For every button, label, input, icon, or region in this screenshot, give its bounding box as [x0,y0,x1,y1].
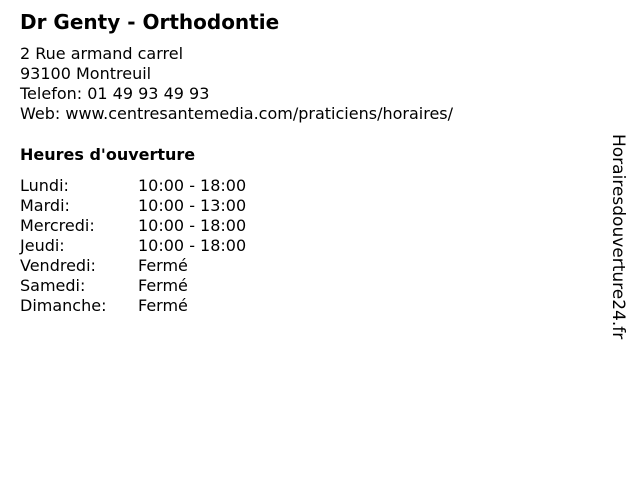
time-value: 10:00 - 18:00 [138,216,247,235]
time-value: 10:00 - 13:00 [138,196,247,215]
business-card [20,10,453,316]
day-label: Jeudi: [20,236,65,255]
address-city: 93100 Montreuil [20,64,152,83]
address-street: 2 Rue armand carrel [20,44,184,63]
time-value: 10:00 - 18:00 [138,236,247,255]
hours-row-thursday [20,236,246,256]
time-value: Fermé [138,256,188,275]
hours-row-sunday [20,296,246,316]
hours-row-wednesday [20,216,246,236]
phone-line: Telefon: 01 49 93 49 93 [20,84,210,103]
day-label: Mercredi: [20,216,95,235]
time-value: Fermé [138,296,188,315]
web-line: Web: www.centresantemedia.com/praticiens/horaires/ [20,104,454,123]
hours-row-saturday [20,276,246,296]
day-label: Vendredi: [20,256,96,275]
hours-heading: Heures d'ouverture [20,145,196,164]
day-label: Samedi: [20,276,86,295]
hours-row-monday [20,176,246,196]
time-value: 10:00 - 18:00 [138,176,247,195]
opening-hours-table [20,176,246,316]
hours-row-tuesday [20,196,246,216]
business-name: Dr Genty - Orthodontie [20,10,280,34]
day-label: Lundi: [20,176,69,195]
site-watermark: Horairesdouverture24.fr [608,134,628,340]
hours-row-friday [20,256,246,276]
day-label: Dimanche: [20,296,107,315]
time-value: Fermé [138,276,188,295]
day-label: Mardi: [20,196,70,215]
